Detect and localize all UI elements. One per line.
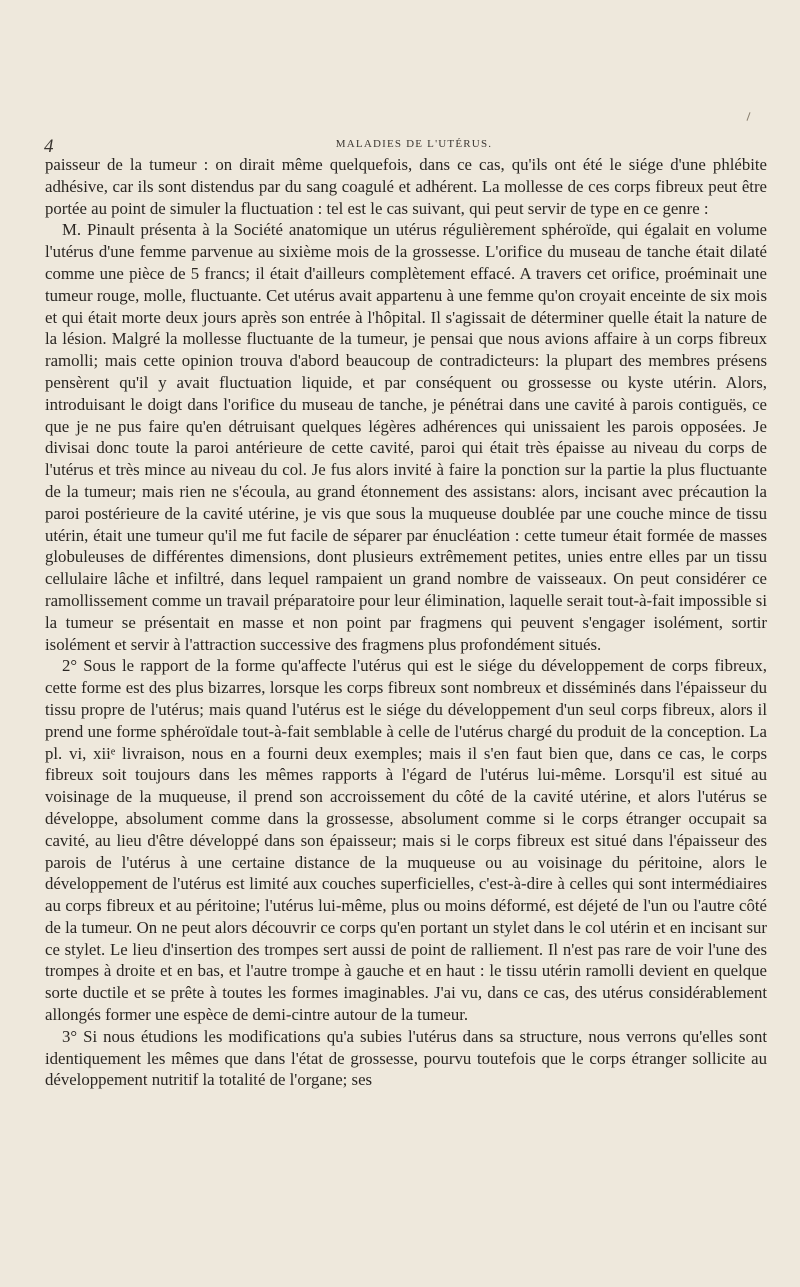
page-number: 4 (44, 136, 54, 157)
body-text (45, 154, 767, 1091)
ink-mark (746, 112, 750, 121)
running-head: MALADIES DE L'UTÉRUS. (335, 138, 493, 150)
paragraph-continuation: paisseur de la tumeur : on dirait même quelquefois, dans ce cas, qu'ils ont été le siége d'une phlébite adhésive, car ils sont distendus par du sang coagulé et adhérent. La mollesse de ces corps fibreux peut être portée au point de simuler la fluctuation : tel est le cas suivant, qui peut servir de type en ce genre : (45, 155, 767, 218)
paragraph-form: 2° Sous le rapport de la forme qu'affecte l'utérus qui est le siége du développement de corps fibreux, cette forme est des plus bizarres, lorsque les corps fibreux sont nombreux et disséminés dans l'épaisseur du tissu propre de l'utérus; mais quand l'utérus est le siége du développement d'un seul corps fibreux, alors il prend une forme sphéroïdale tout-à-fait semblable à celle de l'utérus chargé du produit de la conception. La pl. vi, xiiᵉ livraison, nous en a fourni deux exemples; mais il s'en faut bien que, dans ce cas, le corps fibreux soit toujours dans les mêmes rapports à l'égard de l'utérus lui-même. Lorsqu'il est situé au voisinage de la muqueuse, il prend son accroissement du côté de la cavité utérine, et alors l'utérus se développe, absolument comme dans la grossesse, absolument comme si le corps étranger occupait sa cavité, au lieu d'être développé dans son épaisseur; mais si le corps fibreux est situé dans l'épaisseur des parois de l'utérus à une certaine distance de la muqueuse ou au voisinage du péritoine, alors le développement de l'utérus est limité aux couches superficielles, c'est-à-dire à celles qui sont intermédiaires au corps fibreux et au péritoine; l'utérus lui-même, plus ou moins déformé, est déjeté de l'un ou l'autre côté de la tumeur. On ne peut alors découvrir ce corps qu'en portant un stylet dans le col utérin et en incisant sur ce stylet. Le lieu d'insertion des trompes sert aussi de point de ralliement. Il n'est pas rare de voir l'une des trompes à droite et en bas, et l'autre trompe à gauche et en haut : le tissu utérin ramolli devient en quelque sorte ductile et se prête à toutes les formes imaginables. J'ai vu, dans ce cas, des utérus considérablement allongés former une espèce de demi-cintre autour de la tumeur. (45, 656, 767, 1025)
paragraph-pinault-case: M. Pinault présenta à la Société anatomique un utérus régulièrement sphéroïde, qui égalait en volume l'utérus d'une femme parvenue au sixième mois de la grossesse. L'orifice du museau de tanche était dilaté comme une pièce de 5 francs; il était d'ailleurs complètement effacé. A travers cet orifice, proéminait une tumeur rouge, molle, fluctuante. Cet utérus avait appartenu à une femme qu'on croyait enceinte de six mois et qui était morte deux jours après son entrée à l'hôpital. Il s'agissait de déterminer quelle était la nature de la lésion. Malgré la mollesse fluctuante de la tumeur, je pensai que nous avions affaire à un corps fibreux ramolli; mais cette opinion trouva d'abord beaucoup de contradicteurs: la plupart des membres présens pensèrent qu'il y avait fluctuation liquide, et par conséquent ou grossesse ou kyste utérin. Alors, introduisant le doigt dans l'orifice du museau de tanche, je pénétrai dans une cavité à parois contiguës, ce que je ne pus faire qu'en détruisant quelques légères adhérences qui unissaient les parois opposées. Je divisai donc toute la paroi antérieure de cette cavité, paroi qui était très épaisse au niveau du corps de l'utérus et très mince au niveau du col. Je fus alors invité à faire la ponction sur la partie la plus fluctuante de la tumeur; mais rien ne s'écoula, au grand étonnement des assistans: alors, incisant avec précaution la paroi postérieure de la cavité utérine, je vis que sous la muqueuse doublée par une couche mince de tissu utérin, était une tumeur qu'il me fut facile de séparer par énucléation : cette tumeur était formée de masses globuleuses de différentes dimensions, dont plusieurs extrêmement petites, unies entre elles par un tissu cellulaire lâche et infiltré, dans lequel rampaient un grand nombre de vaisseaux. On peut considérer ce ramollissement comme un travail préparatoire pour leur élimination, laquelle serait tout-à-fait impossible si la tumeur se présentait en masse et non point par fragmens qui peuvent s'engager isolément, sortir isolément et servir à l'attraction successive des fragmens plus profondément situés. (45, 220, 767, 654)
paragraph-structure: 3° Si nous étudions les modifications qu'a subies l'utérus dans sa structure, nous verrons qu'elles sont identiquement les mêmes que dans l'état de grossesse, pourvu toutefois que le corps étranger sollicite au développement nutritif la totalité de l'organe; ses (45, 1026, 767, 1090)
